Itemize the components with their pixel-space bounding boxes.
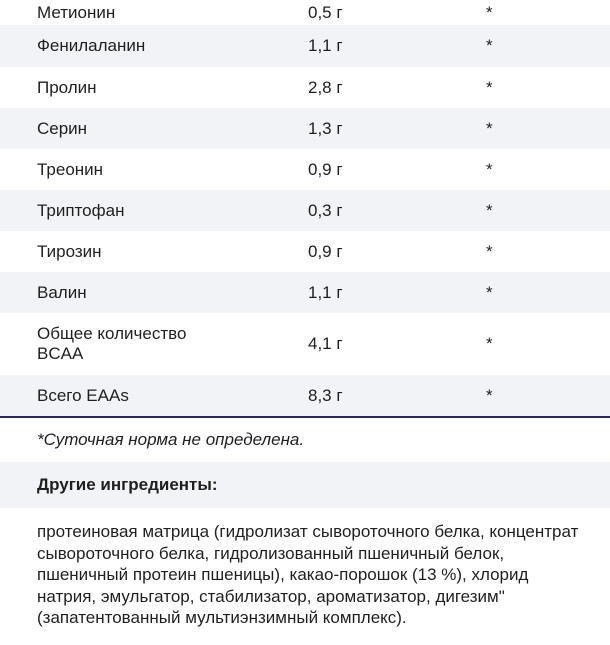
table-row [0,313,610,375]
table-row [0,0,610,25]
table-row [0,67,610,108]
footnote: *Суточная норма не определена. [37,430,305,449]
daily-value: * [486,77,493,97]
table-row [0,231,610,272]
amino-name: Тирозин [37,241,102,261]
amino-name: Метионин [37,2,116,22]
daily-value: * [486,159,493,179]
amino-name: Всего EAAs [37,385,129,405]
table-row [0,375,610,416]
daily-value: * [486,282,493,302]
daily-value: * [486,334,493,353]
amino-name: Серин [37,118,88,138]
amino-name: Треонин [37,159,104,179]
amino-name: Общее количество BCAA [37,324,187,363]
table-row [0,149,610,190]
amino-name: Валин [37,282,87,302]
other-ingredients-text: протеиновая матрица (гидролизат сывороточного белка, концентрат сывороточного белка, гидролизованный пшеничный белок, пшеничный протеин пшеницы), какао-порошок (13 %), хлорид натрия, эмульгатор, стабилизатор, ароматизатор, дигезим" (запатентованный мультиэнзимный комплекс). [37,522,579,627]
daily-value: * [486,118,493,138]
amino-amount: 1,3 г [308,118,343,138]
amino-amount: 1,1 г [308,36,343,55]
amino-amount: 0,9 г [308,241,343,261]
table-row [0,108,610,149]
daily-value: * [486,36,493,55]
amino-amount: 0,9 г [308,159,343,179]
table-row [0,25,610,67]
daily-value: * [486,200,493,220]
amino-amount: 2,8 г [308,77,343,97]
other-ingredients-heading: Другие ингредиенты: [0,462,610,508]
table-row [0,190,610,231]
amino-name: Фенилаланин [37,36,146,55]
amino-amount: 0,5 г [308,2,343,22]
amino-amount: 0,3 г [308,200,343,220]
amino-name: Пролин [37,77,97,97]
table-row [0,272,610,313]
amino-amount: 8,3 г [308,385,343,405]
daily-value: * [486,241,493,261]
amino-amount: 4,1 г [308,334,343,353]
amino-name: Триптофан [37,200,125,220]
daily-value: * [486,2,493,22]
daily-value: * [486,385,493,405]
amino-amount: 1,1 г [308,282,343,302]
